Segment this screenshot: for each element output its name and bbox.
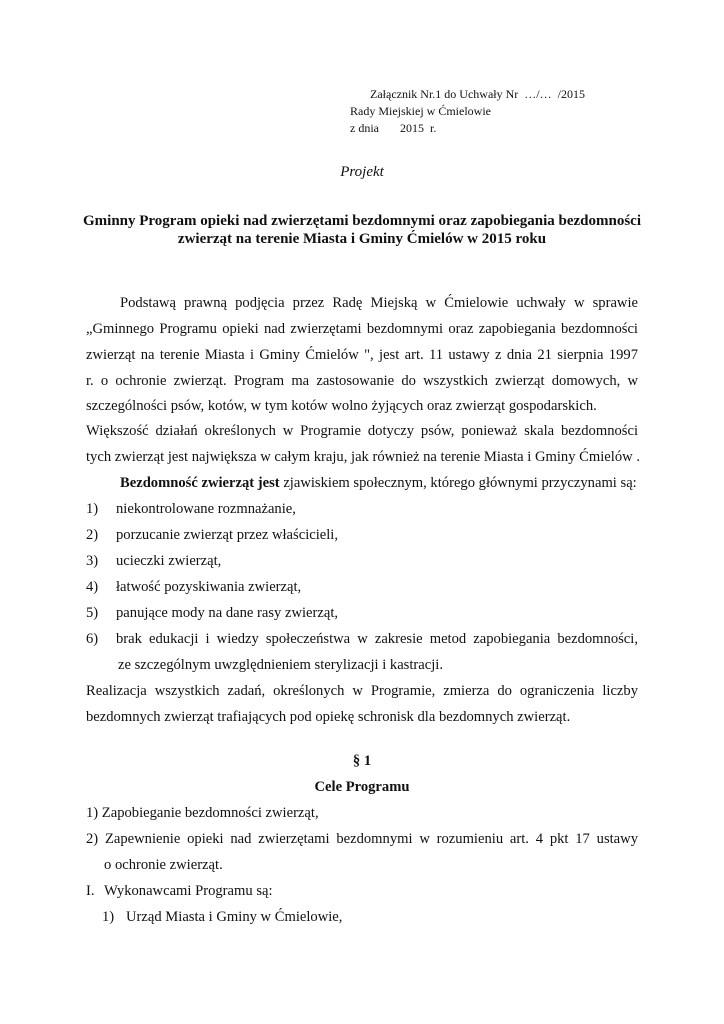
realization-paragraph <box>86 678 638 730</box>
list-item <box>86 548 638 574</box>
list-text: łatwość pozyskiwania zwierząt, <box>116 579 302 595</box>
list-item <box>86 574 638 600</box>
section-symbol: § 1 <box>352 753 372 769</box>
section-heading: Cele Programu <box>314 779 410 795</box>
text-line: Większość działań określonych w Programie dotyczy psów, ponieważ skala bezdomności <box>86 423 638 439</box>
text-line: r. o ochronie zwierząt. Program ma zastosowanie do wszystkich zwierząt domowych, w <box>86 373 638 389</box>
list-item <box>86 522 638 548</box>
goal-item: 1) Zapobieganie bezdomności zwierząt, <box>86 805 319 821</box>
draft-label: Projekt <box>340 164 384 180</box>
list-number: 3) <box>86 553 99 569</box>
list-text: panujące mody na dane rasy zwierząt, <box>116 605 339 621</box>
causes-list <box>86 496 638 678</box>
executors-label: Wykonawcami Programu są: <box>104 883 273 899</box>
text-line: szczególności psów, kotów, w tym kotów wolno żyjących oraz zwierząt gospodarskich. <box>86 398 597 414</box>
document-body <box>86 290 638 930</box>
list-number: 4) <box>86 579 99 595</box>
list-number: 6) <box>86 631 99 647</box>
list-item <box>86 600 638 626</box>
text-line: tych zwierząt jest największa w całym kraju, jak również na terenie Miasta i Gminy Ćmielów . <box>86 449 640 465</box>
text-line: zwierząt na terenie Miasta i Gminy Ćmielów ", jest art. 11 ustawy z dnia 21 sierpnia 1997 <box>86 347 638 363</box>
text-line: Realizacja wszystkich zadań, określonych w Programie, zmierza do ograniczenia liczby <box>86 683 638 699</box>
text-rest: zjawiskiem społecznym, którego głównymi przyczynami są: <box>279 475 637 491</box>
goal-item-continuation: o ochronie zwierząt. <box>104 857 223 873</box>
annex-line-3: z dnia 2015 r. <box>350 121 437 135</box>
intro-paragraph-3 <box>86 470 638 496</box>
document-title <box>40 212 684 248</box>
goals-list <box>86 800 638 878</box>
executor-item <box>86 904 638 930</box>
goal-item: 2) Zapewnienie opieki nad zwierzętami bezdomnymi w rozumieniu art. 4 pkt 17 ustawy <box>86 831 638 847</box>
list-text: ucieczki zwierząt, <box>116 553 222 569</box>
text-line: Podstawą prawną podjęcia przez Radę Miejską w Ćmielowie uchwały w sprawie <box>120 295 638 311</box>
list-item <box>86 496 638 522</box>
text-line: „Gminnego Programu opieki nad zwierzętami bezdomnymi oraz zapobiegania bezdomności <box>86 321 638 337</box>
text-line: bezdomnych zwierząt trafiających pod opiekę schronisk dla bezdomnych zwierząt. <box>86 709 571 725</box>
list-item-continuation: ze szczególnym uwzględnieniem sterylizacji i kastracji. <box>118 657 443 673</box>
roman-number: I. <box>86 883 95 899</box>
executors-heading <box>86 878 638 904</box>
list-number: 1) <box>86 501 99 517</box>
title-line-2: zwierząt na terenie Miasta i Gminy Ćmielów w 2015 roku <box>177 231 547 247</box>
list-item <box>86 626 638 652</box>
annex-line-2: Rady Miejskiej w Ćmielowie <box>350 104 491 118</box>
title-line-1: Gminny Program opieki nad zwierzętami bezdomnymi oraz zapobiegania bezdomności <box>82 213 642 229</box>
annex-line-1: Załącznik Nr.1 do Uchwały Nr …/… /2015 <box>370 87 585 101</box>
list-text: porzucanie zwierząt przez właścicieli, <box>116 527 339 543</box>
list-number: 5) <box>86 605 99 621</box>
intro-paragraph-2 <box>86 419 638 470</box>
annex-header <box>350 86 650 137</box>
intro-paragraph-1 <box>86 290 638 419</box>
bold-phrase: Bezdomność zwierząt jest <box>120 475 280 491</box>
list-number: 2) <box>86 527 99 543</box>
list-number: 1) <box>102 909 115 925</box>
list-text: niekontrolowane rozmnażanie, <box>116 501 296 517</box>
list-text: Urząd Miasta i Gminy w Ćmielowie, <box>126 909 343 925</box>
list-text: brak edukacji i wiedzy społeczeństwa w zakresie metod zapobiegania bezdomności, <box>116 631 638 647</box>
